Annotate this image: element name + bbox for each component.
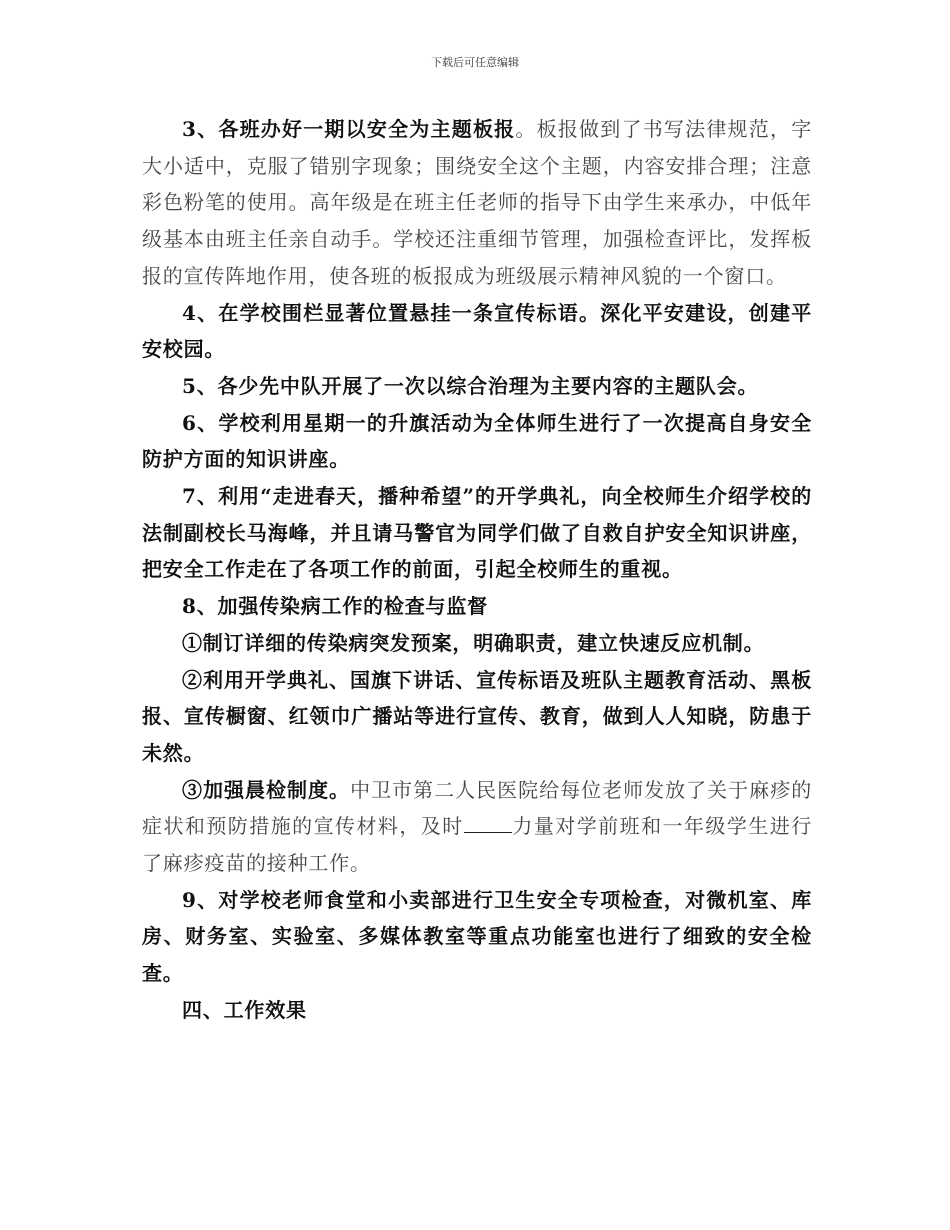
- paragraph-5: 5、各少先中队开展了一次以综合治理为主要内容的主题队会。: [182, 373, 759, 398]
- page-header: 下载后可任意编辑: [431, 56, 519, 69]
- fill-in-blank: [464, 811, 512, 833]
- paragraph-8-item-3-lead: ③加强晨检制度。: [182, 777, 351, 802]
- paragraph-8-item-3-rest-a: 中卫市第二人民医院给每位老师发放了关于麻疹的症状和预防措施的宣传材料，及时: [142, 777, 812, 839]
- section-heading-4: 四、工作效果: [182, 997, 307, 1022]
- paragraph-7: 7、利用“走进春天，播种希望”的开学典礼，向全校师生介绍学校的法制副校长马海峰，并且请马警官为同学们做了自救自护安全知识讲座，把安全工作走在了各项工作的前面，引起全校师生的重视。: [142, 484, 812, 582]
- paragraph-8-item-3: [142, 772, 812, 882]
- paragraph-8-item-3-rest-b: 力量对学前班和一年级学生进行了麻疹疫苗的接种工作。: [142, 814, 813, 876]
- paragraph-6: 6、学校利用星期一的升旗活动为全体师生进行了一次提高自身安全防护方面的知识讲座。: [142, 410, 812, 472]
- paragraph-3: [142, 111, 812, 295]
- paragraph-8-item-2: ②利用开学典礼、国旗下讲话、宣传标语及班队主题教育活动、黑板报、宣传橱窗、红领巾广播站等进行宣传、教育，做到人人知晓，防患于未然。: [142, 667, 812, 765]
- paragraph-4: 4、在学校围栏显著位置悬挂一条宣传标语。深化平安建设，创建平安校园。: [142, 300, 812, 362]
- paragraph-3-rest: 。板报做到了书写法律规范，字大小适中，克服了错别字现象；围绕安全这个主题，内容安排合理；注意彩色粉笔的使用。高年级是在班主任老师的指导下由学生来承办，中低年级基本由班主任亲自动手。学校还注重细节管理，加强检查评比，发挥板报的宣传阵地作用，使各班的板报成为班级展示精神风貌的一个窗口。: [142, 117, 813, 288]
- document-body: [142, 111, 812, 1029]
- paragraph-8-item-1: ①制订详细的传染病突发预案，明确职责，建立快速反应机制。: [182, 630, 765, 655]
- paragraph-3-lead: 3、各班办好一期以安全为主题板报: [182, 117, 516, 141]
- paragraph-8: 8、加强传染病工作的检查与监督: [182, 594, 488, 619]
- paragraph-9: 9、对学校老师食堂和小卖部进行卫生安全专项检查，对微机室、库房、财务室、实验室、多媒体教室等重点功能室也进行了细致的安全检查。: [142, 887, 812, 986]
